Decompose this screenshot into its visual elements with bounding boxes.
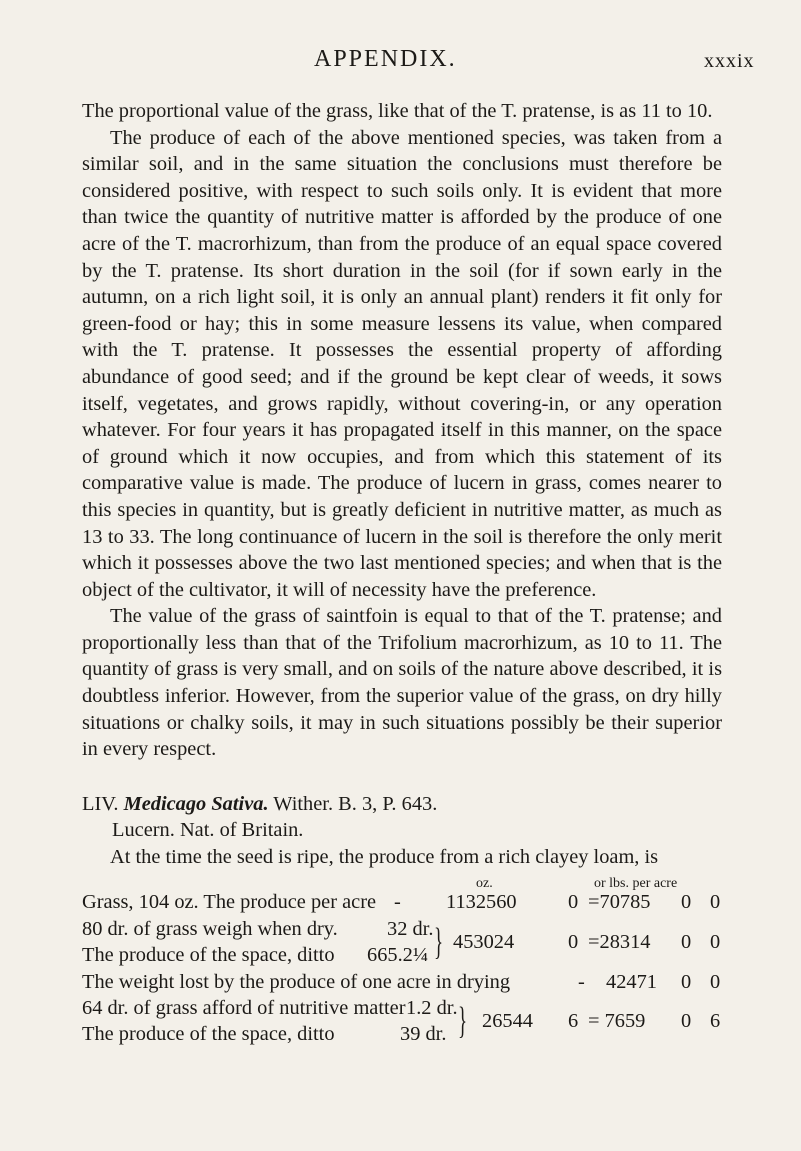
row-1-c1: 0 bbox=[681, 890, 692, 913]
row-4-c1: 0 bbox=[681, 970, 692, 993]
header-lbs: or lbs. per acre bbox=[594, 875, 678, 891]
row-4-lbs: 42471 bbox=[606, 970, 657, 993]
produce-table bbox=[82, 871, 722, 1151]
row-4-label: The weight lost by the produce of one acre in drying bbox=[82, 970, 511, 993]
row-4-c2: 0 bbox=[710, 970, 721, 993]
row-6-d: 6 bbox=[568, 1009, 579, 1032]
section-reference: Wither. B. 3, P. 643. bbox=[273, 792, 438, 815]
row-6-oz: 26544 bbox=[482, 1009, 533, 1032]
brace-1: } bbox=[434, 920, 444, 963]
section-subheading bbox=[112, 817, 722, 844]
section-number: LIV. bbox=[82, 792, 119, 815]
row-3-dr: 665.2¼ bbox=[367, 943, 429, 966]
row-2-dr: 32 dr. bbox=[387, 917, 434, 940]
paragraph-1: The proportional value of the grass, like that of the T. pratense, is as 11 to 10. bbox=[82, 100, 713, 122]
section-title: Medicago Sativa. bbox=[123, 792, 269, 815]
row-1-oz: 1132560 bbox=[446, 890, 517, 913]
row-1-lbs: =70785 bbox=[588, 890, 651, 913]
row-6-label: The produce of the space, ditto bbox=[82, 1022, 335, 1045]
row-3-d: 0 bbox=[568, 930, 579, 953]
section-intro: At the time the seed is ripe, the produce from a rich clayey loam, is bbox=[110, 846, 659, 869]
row-3-label: The produce of the space, ditto bbox=[82, 943, 335, 966]
row-2-label: 80 dr. of grass weigh when dry. bbox=[82, 917, 338, 940]
row-3-lbs: =28314 bbox=[588, 930, 651, 953]
paragraph-3: The value of the grass of saintfoin is equal to that of the T. pratense; and proportionally less than that of the Trifolium macrorhizum, as 10 to 11. The quantity of grass is very small, and on soils of the nature above described, it is doubtless inferior. However, from the superior value of the grass, on dry hilly situations or chalky soils, it may in such situations possibly be their superior in every respect. bbox=[82, 605, 722, 761]
row-6-lbs: = 7659 bbox=[588, 1009, 646, 1032]
body-text bbox=[82, 98, 722, 1151]
brace-2: } bbox=[458, 999, 468, 1042]
row-1-label: Grass, 104 oz. The produce per acre bbox=[82, 890, 377, 913]
section-heading bbox=[82, 791, 722, 818]
row-4-dash: - bbox=[578, 970, 585, 993]
row-3-oz: 453024 bbox=[453, 930, 515, 953]
common-name: Lucern. bbox=[112, 819, 175, 842]
row-1-c2: 0 bbox=[710, 890, 721, 913]
row-3-c2: 0 bbox=[710, 930, 721, 953]
page-header-title: APPENDIX. bbox=[314, 46, 457, 72]
row-6-c2: 6 bbox=[710, 1009, 721, 1032]
row-6-dr: 39 dr. bbox=[400, 1022, 447, 1045]
header-oz: oz. bbox=[476, 875, 493, 891]
habitat: Nat. of Britain. bbox=[179, 819, 304, 842]
row-3-c1: 0 bbox=[681, 930, 692, 953]
row-1-d: 0 bbox=[568, 890, 579, 913]
page-number: xxxix bbox=[704, 50, 755, 72]
row-5-label: 64 dr. of grass afford of nutritive matter bbox=[82, 996, 406, 1019]
row-6-c1: 0 bbox=[681, 1009, 692, 1032]
paragraph-2: The produce of each of the above mentioned species, was taken from a similar soil, and in the same situation the conclusions must therefore be considered positive, with respect to such soils only. It is evident that more than twice the quantity of nutritive matter is afforded by the produce of one acre of the T. macrorhizum, than from the produce of an equal space covered by the T. pratense. Its short duration in the soil (for if sown early in the autumn, on a rich light soil, it is only an annual plant) renders it fit only for green-food or hay; this in some measure lessens its value, when compared with the T. pratense. It possesses the essential property of affording abundance of good seed; and if the ground be kept clear of weeds, it sows itself, vegetates, and grows rapidly, without covering-in, or any operation whatever. For four years it has propagated itself in this manner, on the space of ground which it now occupies, and from which this statement of its comparative value is made. The produce of lucern in grass, comes nearer to this species in quantity, but is greatly deficient in nutritive matter, as much as 13 to 33. The long continuance of lucern in the soil is therefore the only merit which it possesses above the two last mentioned species; and when that is the object of the cultivator, it will of necessity have the preference. bbox=[82, 126, 722, 601]
row-1-dash: - bbox=[394, 890, 401, 913]
row-5-dr: 1.2 dr. bbox=[406, 996, 458, 1019]
